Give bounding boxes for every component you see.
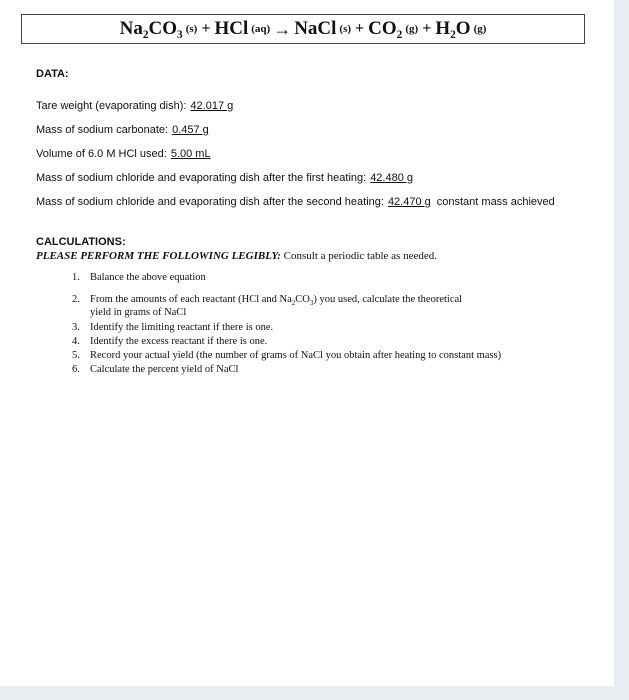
- data-row-hcl-volume: [36, 148, 211, 160]
- step-number: 4.: [72, 336, 80, 347]
- step-number: 5.: [72, 350, 80, 361]
- reactant-hcl: HCl: [214, 18, 249, 39]
- data-row-tare-weight: [36, 100, 233, 112]
- data-label: Mass of sodium chloride and evaporating dish after the second heating:: [36, 196, 384, 208]
- data-row-second-heating: [36, 196, 555, 208]
- data-row-first-heating: [36, 172, 413, 184]
- list-item: [72, 350, 501, 361]
- product-nacl: NaCl: [294, 18, 337, 39]
- step-text: ) you used, calculate the theoretical: [313, 294, 463, 305]
- instruction-lead: PLEASE PERFORM THE FOLLOWING LEGIBLY:: [36, 250, 281, 262]
- data-label: Mass of sodium chloride and evaporating dish after the first heating:: [36, 172, 367, 184]
- list-item: [72, 364, 238, 375]
- product-co2: CO₂: [368, 18, 403, 39]
- data-value: 0.457 g: [172, 124, 209, 136]
- state-label: (s): [185, 23, 198, 35]
- list-item: [72, 272, 206, 283]
- data-value: 5.00 mL: [170, 148, 211, 160]
- data-note: constant mass achieved: [436, 196, 555, 208]
- step-number: 2.: [72, 294, 80, 305]
- data-value: 42.470 g: [387, 196, 431, 208]
- step-number: 3.: [72, 322, 80, 333]
- product-h2o: H₂O: [435, 18, 471, 39]
- data-value: 42.480 g: [370, 172, 414, 184]
- step-text: CO: [295, 294, 310, 305]
- state-label: (g): [405, 23, 419, 35]
- data-label: Mass of sodium carbonate:: [36, 124, 169, 136]
- step-continuation: yield in grams of NaCl: [90, 307, 187, 319]
- step-text: From the amounts of each reactant (HCl and Na: [90, 294, 292, 305]
- step-text: Balance the above equation: [90, 272, 206, 283]
- step-text: Calculate the percent yield of NaCl: [90, 364, 239, 375]
- plus-sign: +: [201, 20, 211, 37]
- state-label: (s): [339, 23, 352, 35]
- data-label: Tare weight (evaporating dish):: [36, 100, 187, 112]
- list-item: [72, 294, 462, 318]
- plus-sign: +: [355, 20, 365, 37]
- data-value: 42.017 g: [190, 100, 234, 112]
- list-item: [72, 336, 267, 347]
- calculations-heading: CALCULATIONS:: [36, 236, 126, 248]
- plus-sign: +: [422, 20, 432, 37]
- subscript: 3: [309, 299, 314, 308]
- instructions: [36, 250, 437, 262]
- step-number: 1.: [72, 272, 80, 283]
- reaction-arrow: →: [273, 18, 292, 39]
- step-text: Record your actual yield (the number of grams of NaCl you obtain after heating to constant mass): [90, 350, 502, 361]
- step-number: 6.: [72, 364, 80, 375]
- list-item: [72, 322, 273, 333]
- step-text: Identify the limiting reactant if there is one.: [90, 322, 274, 333]
- data-label: Volume of 6.0 M HCl used:: [36, 148, 167, 160]
- state-label: (g): [473, 23, 487, 35]
- subscript: 2: [291, 299, 296, 308]
- instruction-rest: Consult a periodic table as needed.: [283, 250, 437, 262]
- reactant-sodium-carbonate: Na₂CO₃: [119, 18, 183, 39]
- data-row-sodium-carbonate: [36, 124, 209, 136]
- state-label: (aq): [251, 23, 271, 35]
- data-heading: DATA:: [36, 68, 69, 80]
- step-text: Identify the excess reactant if there is one.: [90, 336, 268, 347]
- chemical-equation: [21, 14, 585, 44]
